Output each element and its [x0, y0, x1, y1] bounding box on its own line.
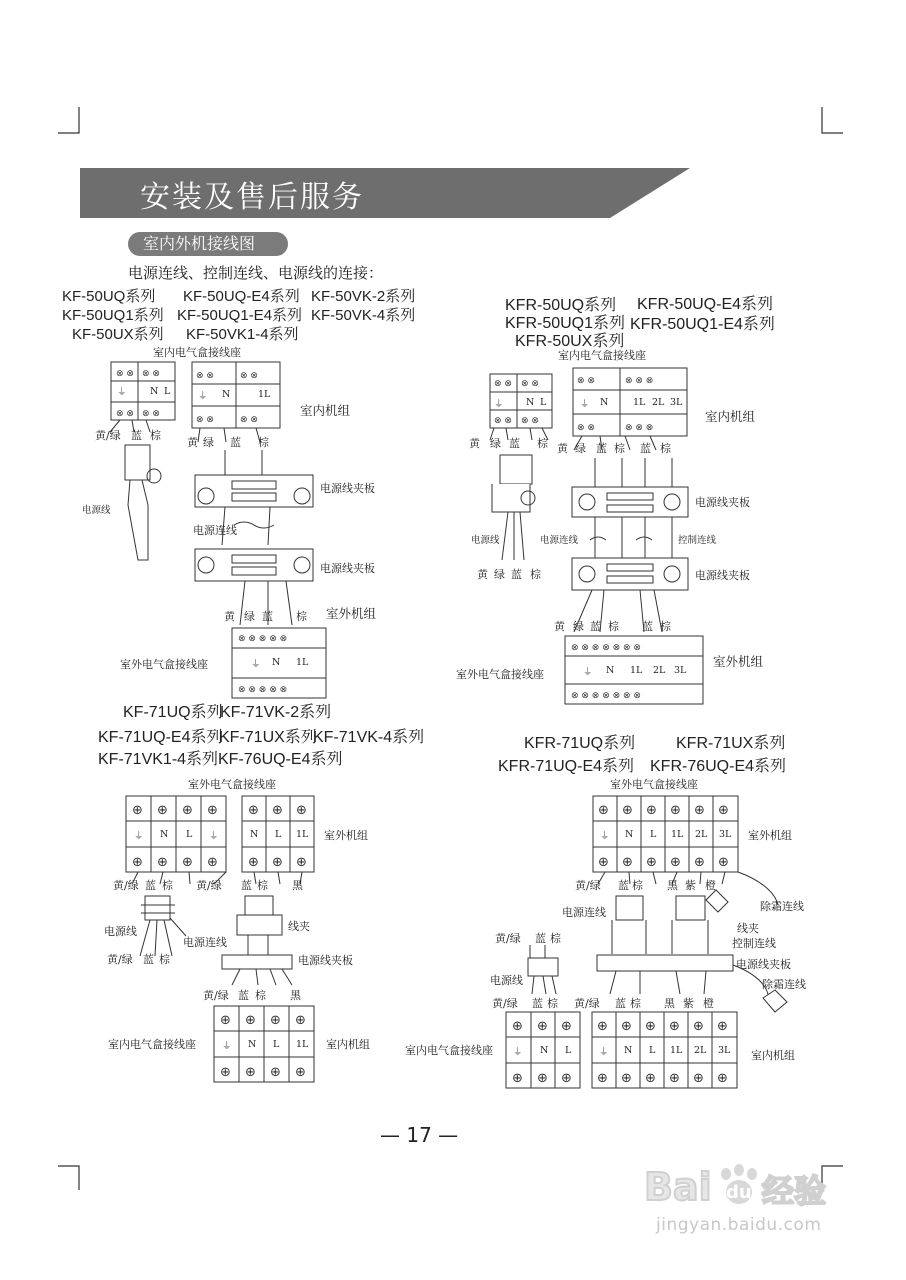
terminal-l: L [649, 1045, 656, 1056]
outdoor-unit-label: 室外机组 [713, 654, 764, 669]
wire-label: 棕 [614, 442, 625, 455]
terminal-3l: 3L [670, 397, 683, 408]
svg-text:⊕: ⊕ [622, 803, 633, 818]
svg-text:⊗ ⊗: ⊗ ⊗ [521, 416, 539, 426]
svg-text:⊕: ⊕ [132, 803, 143, 818]
wire-label: 蓝 [532, 997, 543, 1010]
indoor-unit-label: 室内机组 [300, 403, 351, 418]
svg-text:⊗ ⊗: ⊗ ⊗ [494, 379, 512, 389]
wire-label: 棕 [159, 953, 170, 966]
svg-text:⊕: ⊕ [717, 1019, 728, 1034]
wire-label: 黄/绿 [196, 879, 222, 892]
outdoor-unit-label: 室外机组 [324, 829, 368, 842]
power-cord-label: 电源线 [82, 505, 111, 516]
svg-text:⊕: ⊕ [245, 1065, 256, 1080]
model-label: KF-50VK1-4系列 [186, 326, 299, 343]
svg-text:⊗ ⊗ ⊗: ⊗ ⊗ ⊗ [625, 376, 654, 386]
svg-text:⊕: ⊕ [537, 1019, 548, 1034]
model-label: KF-50UQ-E4系列 [183, 288, 300, 305]
svg-text:⊗ ⊗: ⊗ ⊗ [577, 376, 595, 386]
svg-text:⊕: ⊕ [646, 855, 657, 870]
svg-text:⊗ ⊗: ⊗ ⊗ [240, 415, 258, 425]
model-label: KF-71VK-4系列 [313, 729, 425, 746]
terminal-3l: 3L [674, 665, 687, 676]
svg-text:⊕: ⊕ [670, 855, 681, 870]
model-label: KF-50VK-4系列 [311, 307, 416, 324]
svg-text:⊕: ⊕ [621, 1019, 632, 1034]
wire-label: 棕 [150, 429, 161, 442]
svg-text:⊕: ⊕ [598, 855, 609, 870]
wire-label: 蓝 [511, 568, 522, 581]
terminal-ground: ⏚ [599, 1047, 609, 1058]
model-label: KFR-50UQ-E4系列 [637, 296, 774, 313]
indoor-unit-label: 室内机组 [705, 409, 756, 424]
svg-text:⊕: ⊕ [512, 1071, 523, 1086]
svg-text:⊕: ⊕ [693, 1019, 704, 1034]
model-label: KF-71UQ-E4系列 [98, 729, 223, 746]
terminal-l: L [164, 386, 171, 397]
svg-text:⊕: ⊕ [207, 855, 218, 870]
wire-label: 蓝 [509, 437, 520, 450]
section-title: 室内外机接线图 [143, 234, 256, 253]
power-link-label: 电源连线 [562, 906, 606, 919]
terminal-ground: ⏚ [117, 387, 127, 398]
wire-label: 棕 [660, 442, 671, 455]
svg-text:⊕: ⊕ [295, 1013, 306, 1028]
wire-label: 绿 [494, 568, 505, 581]
wire-label: 黄 [469, 437, 480, 450]
wire-label: 棕 [630, 997, 641, 1010]
clip-label: 线夹 [288, 920, 310, 933]
outdoor-box-label: 室外电气盒接线座 [456, 668, 544, 681]
svg-text:⊗ ⊗: ⊗ ⊗ [142, 369, 160, 379]
clamp-label: 电源线夹板 [320, 562, 375, 575]
terminal-1l: 1L [296, 1039, 309, 1050]
svg-text:⊕: ⊕ [694, 855, 705, 870]
terminal-n: N [540, 1045, 549, 1056]
terminal-2l: 2L [652, 397, 665, 408]
terminal-n: N [160, 829, 169, 840]
model-label: KF-71VK1-4系列 [98, 751, 219, 768]
wire-label: 黑 [290, 989, 301, 1002]
terminal-ground: ⏚ [583, 667, 593, 678]
model-label: KF-76UQ-E4系列 [218, 751, 343, 768]
model-label: KF-50UX系列 [72, 326, 164, 343]
model-label: KF-50VK-2系列 [311, 288, 416, 305]
wire-label: 黄/绿 [107, 953, 133, 966]
wire-label: 黄/绿 [575, 879, 601, 892]
terminal-ground: ⏚ [600, 831, 610, 842]
terminal-n: N [248, 1039, 257, 1050]
svg-text:⊕: ⊕ [270, 1065, 281, 1080]
terminal-l: L [273, 1039, 280, 1050]
wire-label: 绿 [573, 620, 584, 633]
wire-label: 绿 [203, 436, 214, 449]
outdoor-box-label: 室外电气盒接线座 [610, 778, 698, 791]
terminal-n: N [600, 397, 609, 408]
wire-label: 黄/绿 [95, 429, 121, 442]
svg-text:⊗ ⊗: ⊗ ⊗ [142, 409, 160, 419]
ctrl-link-label: 控制连线 [732, 937, 776, 950]
terminal-n: N [250, 829, 259, 840]
terminal-n: N [150, 386, 159, 397]
terminal-1l: 1L [296, 829, 309, 840]
svg-text:⊕: ⊕ [182, 803, 193, 818]
svg-text:⊕: ⊕ [270, 1013, 281, 1028]
wire-label: 棕 [296, 610, 307, 623]
terminal-ground: ⏚ [513, 1047, 523, 1058]
page-title: 安装及售后服务 [140, 180, 364, 215]
model-label: KF-50UQ1-E4系列 [177, 307, 303, 324]
wire-label: 黄 [554, 620, 565, 633]
wire-label: 蓝 [618, 879, 629, 892]
wire-label: 黄 [557, 442, 568, 455]
svg-text:⊕: ⊕ [272, 855, 283, 870]
power-link-label: 电源连线 [183, 936, 227, 949]
wire-label: 紫 [685, 879, 696, 892]
svg-text:du: du [726, 1182, 752, 1203]
terminal-ground: ⏚ [251, 659, 261, 670]
watermark-logo-icon [640, 1160, 850, 1212]
svg-text:⊕: ⊕ [272, 803, 283, 818]
wire-label: 黄 [477, 568, 488, 581]
svg-text:⊕: ⊕ [220, 1013, 231, 1028]
wire-label: 绿 [490, 437, 501, 450]
watermark-url: jingyan.baidu.com [656, 1215, 822, 1235]
terminal-ground: ⏚ [494, 399, 504, 410]
terminal-1l: 1L [630, 665, 643, 676]
wire-label: 黄/绿 [574, 997, 600, 1010]
outdoor-unit-label: 室外机组 [326, 606, 377, 621]
svg-text:⊕: ⊕ [182, 855, 193, 870]
svg-text:⊕: ⊕ [157, 803, 168, 818]
terminal-1l: 1L [670, 1045, 683, 1056]
svg-text:⊕: ⊕ [512, 1019, 523, 1034]
svg-text:⊕: ⊕ [295, 1065, 306, 1080]
terminal-2l: 2L [695, 829, 708, 840]
wire-label: 棕 [660, 620, 671, 633]
wire-label: 蓝 [262, 610, 273, 623]
wire-label: 蓝 [143, 953, 154, 966]
svg-text:⊗ ⊗: ⊗ ⊗ [116, 409, 134, 419]
wire-label: 棕 [608, 620, 619, 633]
outdoor-box-label: 室外电气盒接线座 [188, 778, 276, 791]
defrost-label: 除霜连线 [762, 978, 806, 991]
wire-label: 橙 [705, 879, 716, 892]
wire-label: 黄/绿 [492, 997, 518, 1010]
model-label: KFR-71UQ-E4系列 [498, 758, 635, 775]
wire-label: 棕 [162, 879, 173, 892]
clamp-label: 电源线夹板 [298, 954, 353, 967]
wire-label: 橙 [703, 997, 714, 1010]
wire-label: 棕 [550, 932, 561, 945]
wire-label: 黑 [664, 997, 675, 1010]
svg-text:⊗ ⊗ ⊗ ⊗ ⊗: ⊗ ⊗ ⊗ ⊗ ⊗ [238, 685, 288, 695]
svg-text:⊕: ⊕ [537, 1071, 548, 1086]
power-cord-label: 电源线 [490, 974, 523, 987]
power-link-label: 电源连线 [193, 524, 237, 537]
svg-text:⊕: ⊕ [248, 855, 259, 870]
wire-label: 绿 [575, 442, 586, 455]
terminal-1l: 1L [671, 829, 684, 840]
model-label: KFR-50UX系列 [515, 333, 625, 350]
power-link-label: 电源连线 [540, 535, 579, 546]
wire-label: 蓝 [145, 879, 156, 892]
wire-label: 蓝 [238, 989, 249, 1002]
svg-text:⊕: ⊕ [248, 803, 259, 818]
svg-text:⊕: ⊕ [597, 1019, 608, 1034]
svg-text:⊕: ⊕ [296, 855, 307, 870]
clamp-label: 电源线夹板 [695, 496, 750, 509]
svg-text:Bai: Bai [644, 1165, 712, 1209]
svg-text:⊗ ⊗: ⊗ ⊗ [577, 423, 595, 433]
wire-label: 蓝 [535, 932, 546, 945]
wire-label: 棕 [257, 879, 268, 892]
terminal-l: L [565, 1045, 572, 1056]
svg-text:⊕: ⊕ [157, 855, 168, 870]
outdoor-unit-label: 室外机组 [748, 829, 792, 842]
wire-label: 黑 [292, 879, 303, 892]
subtitle: 电源连线、控制连线、电源线的连接： [128, 264, 384, 282]
wire-label: 黑 [667, 879, 678, 892]
terminal-ground: ⏚ [198, 391, 208, 402]
svg-text:⊕: ⊕ [207, 803, 218, 818]
wire-label: 黄/绿 [203, 989, 229, 1002]
wire-label: 蓝 [230, 436, 241, 449]
svg-text:⊕: ⊕ [645, 1019, 656, 1034]
svg-text:⊕: ⊕ [694, 803, 705, 818]
indoor-unit-label: 室内机组 [326, 1038, 370, 1051]
terminal-n: N [222, 389, 231, 400]
terminal-3l: 3L [718, 1045, 731, 1056]
model-label: KFR-50UQ1-E4系列 [630, 316, 775, 333]
wire-label: 黄 [187, 436, 198, 449]
svg-text:⊗ ⊗: ⊗ ⊗ [196, 415, 214, 425]
wire-label: 蓝 [596, 442, 607, 455]
svg-text:⊕: ⊕ [220, 1065, 231, 1080]
terminal-l: L [186, 829, 193, 840]
svg-text:⊗ ⊗: ⊗ ⊗ [521, 379, 539, 389]
svg-text:⊕: ⊕ [718, 855, 729, 870]
svg-text:⊕: ⊕ [621, 1071, 632, 1086]
wire-label: 黄/绿 [113, 879, 139, 892]
wire-label: 黄 [224, 610, 235, 623]
svg-text:⊕: ⊕ [645, 1071, 656, 1086]
svg-text:⊕: ⊕ [561, 1071, 572, 1086]
wire-label: 黄/绿 [495, 932, 521, 945]
svg-text:⊕: ⊕ [718, 803, 729, 818]
svg-text:⊗ ⊗ ⊗ ⊗ ⊗ ⊗ ⊗: ⊗ ⊗ ⊗ ⊗ ⊗ ⊗ ⊗ [571, 643, 641, 653]
wire-label: 棕 [258, 436, 269, 449]
svg-text:经验: 经验 [762, 1172, 827, 1210]
terminal-l: L [275, 829, 282, 840]
wire-label: 棕 [547, 997, 558, 1010]
power-cord-label: 电源线 [471, 535, 500, 546]
defrost-label: 除霜连线 [760, 900, 804, 913]
model-label: KFR-50UQ系列 [505, 297, 617, 314]
svg-text:⊗ ⊗: ⊗ ⊗ [116, 369, 134, 379]
terminal-2l: 2L [653, 665, 666, 676]
svg-text:⊗ ⊗ ⊗ ⊗ ⊗ ⊗ ⊗: ⊗ ⊗ ⊗ ⊗ ⊗ ⊗ ⊗ [571, 691, 641, 701]
wire-label: 绿 [244, 610, 255, 623]
wire-label: 棕 [537, 437, 548, 450]
model-label: KF-71UX系列 [219, 729, 317, 746]
wire-label: 蓝 [590, 620, 601, 633]
model-label: KFR-76UQ-E4系列 [650, 758, 787, 775]
svg-text:⊗ ⊗ ⊗ ⊗ ⊗: ⊗ ⊗ ⊗ ⊗ ⊗ [238, 634, 288, 644]
terminal-n: N [625, 829, 634, 840]
wire-label: 蓝 [131, 429, 142, 442]
wire-label: 紫 [683, 997, 694, 1010]
terminal-l: L [650, 829, 657, 840]
svg-text:⊕: ⊕ [622, 855, 633, 870]
svg-text:⊕: ⊕ [598, 803, 609, 818]
power-cord-label: 电源线 [104, 925, 137, 938]
model-label: KFR-71UX系列 [676, 735, 786, 752]
indoor-box-label: 室内电气盒接线座 [558, 349, 646, 362]
terminal-n: N [624, 1045, 633, 1056]
svg-text:⊕: ⊕ [669, 1019, 680, 1034]
wire-label: 棕 [530, 568, 541, 581]
indoor-box-label: 室内电气盒接线座 [108, 1038, 196, 1051]
terminal-ground: ⏚ [580, 399, 590, 410]
svg-text:⊕: ⊕ [296, 803, 307, 818]
model-label: KFR-71UQ系列 [524, 735, 636, 752]
terminal-n: N [272, 657, 281, 668]
terminal-ground: ⏚ [222, 1041, 232, 1052]
clamp-label: 电源线夹板 [695, 569, 750, 582]
svg-text:⊗ ⊗ ⊗: ⊗ ⊗ ⊗ [625, 423, 654, 433]
svg-text:⊕: ⊕ [669, 1071, 680, 1086]
terminal-l: L [540, 397, 547, 408]
terminal-ground: ⏚ [209, 831, 219, 842]
clip-label: 线夹 [737, 922, 759, 935]
terminal-ground: ⏚ [134, 831, 144, 842]
wire-label: 棕 [255, 989, 266, 1002]
model-label: KFR-50UQ1系列 [505, 315, 626, 332]
terminal-3l: 3L [719, 829, 732, 840]
page-number: — 17 — [380, 1123, 459, 1147]
indoor-box-label: 室内电气盒接线座 [153, 346, 241, 359]
svg-text:⊕: ⊕ [693, 1071, 704, 1086]
svg-text:⊕: ⊕ [717, 1071, 728, 1086]
wire-label: 蓝 [642, 620, 653, 633]
model-label: KF-71VK-2系列 [220, 704, 332, 721]
terminal-n: N [606, 665, 615, 676]
indoor-unit-label: 室内机组 [751, 1049, 795, 1062]
wire-label: 棕 [632, 879, 643, 892]
outdoor-box-label: 室外电气盒接线座 [120, 658, 208, 671]
clamp-label: 电源线夹板 [736, 958, 791, 971]
terminal-n: N [526, 397, 535, 408]
terminal-1l: 1L [258, 389, 271, 400]
svg-text:⊕: ⊕ [646, 803, 657, 818]
svg-text:⊗ ⊗: ⊗ ⊗ [196, 371, 214, 381]
wire-label: 蓝 [640, 442, 651, 455]
model-label: KF-71UQ系列 [123, 704, 223, 721]
svg-text:⊕: ⊕ [132, 855, 143, 870]
model-label: KF-50UQ系列 [62, 288, 156, 305]
indoor-box-label: 室内电气盒接线座 [405, 1044, 493, 1057]
svg-text:⊗ ⊗: ⊗ ⊗ [240, 371, 258, 381]
svg-text:⊗ ⊗: ⊗ ⊗ [494, 416, 512, 426]
terminal-1l: 1L [296, 657, 309, 668]
wire-label: 蓝 [241, 879, 252, 892]
svg-text:⊕: ⊕ [561, 1019, 572, 1034]
model-label: KF-50UQ1系列 [62, 307, 164, 324]
clamp-label: 电源线夹板 [320, 482, 375, 495]
terminal-2l: 2L [694, 1045, 707, 1056]
svg-text:⊕: ⊕ [670, 803, 681, 818]
svg-text:⊕: ⊕ [597, 1071, 608, 1086]
wire-label: 蓝 [615, 997, 626, 1010]
terminal-1l: 1L [633, 397, 646, 408]
svg-text:⊕: ⊕ [245, 1013, 256, 1028]
ctrl-link-label: 控制连线 [678, 535, 717, 546]
